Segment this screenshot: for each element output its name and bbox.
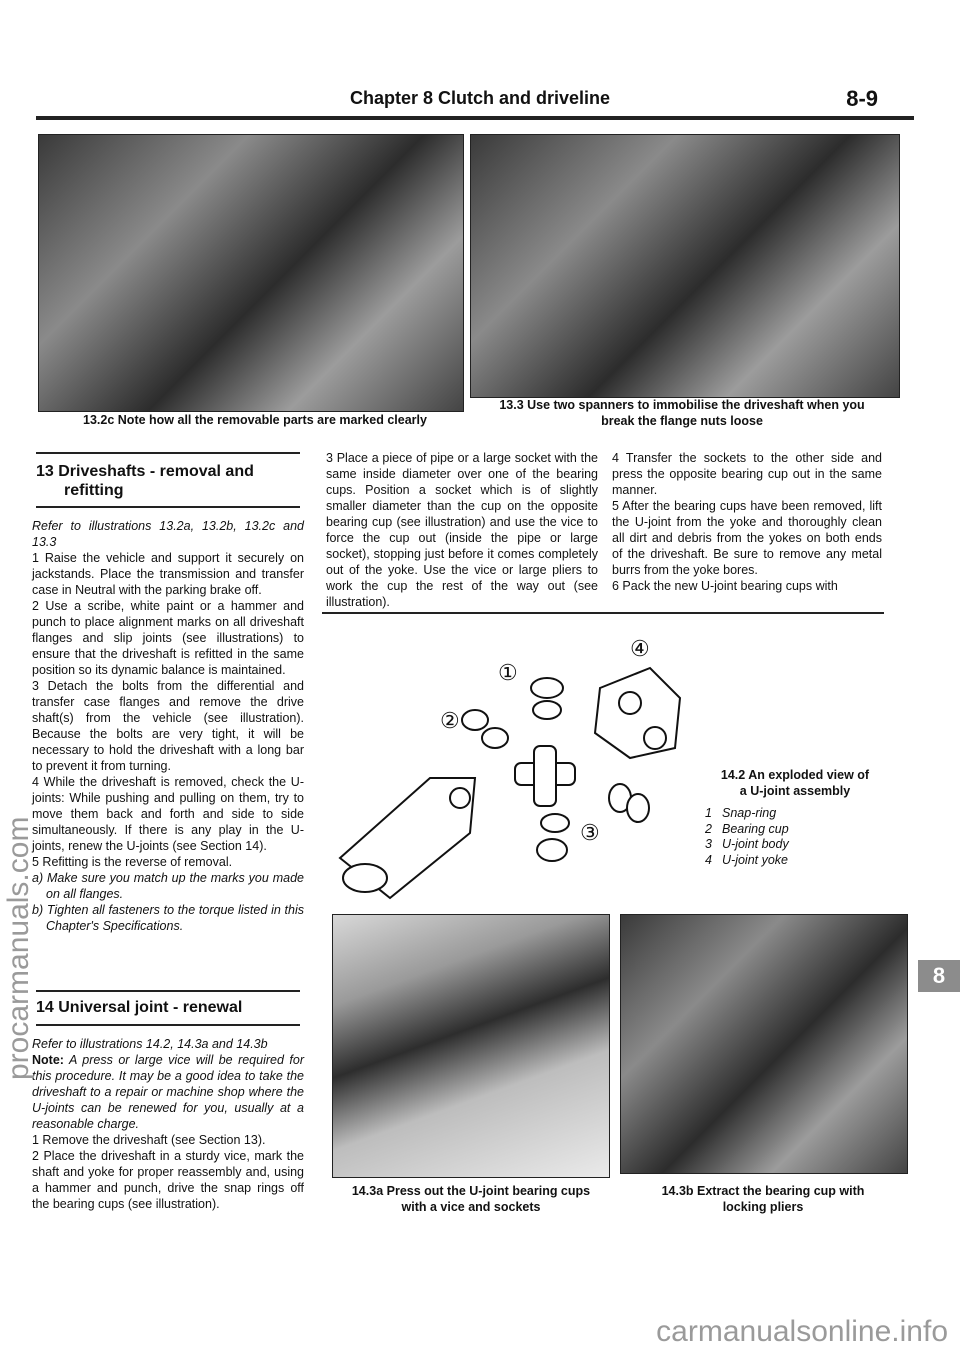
caption-14-3b-line2: locking pliers xyxy=(722,1199,804,1214)
section13-pb: b) Tighten all fasteners to the torque listed in this Chapter's Specifications. xyxy=(32,903,304,933)
yoke-bore xyxy=(450,788,470,808)
legend-row: 2 Bearing cup xyxy=(705,821,789,836)
section14-body-mid xyxy=(326,450,598,610)
caption-14-3b-line1: 14.3b Extract the bearing cup with xyxy=(661,1184,865,1198)
section14-title: 14 Universal joint - renewal xyxy=(36,999,243,1016)
caption-14-2-line2: a U-joint assembly xyxy=(739,783,851,798)
section13-refer: Refer to illustrations 13.2a, 13.2b, 13.2c and 13.3 xyxy=(32,519,304,549)
section13-title xyxy=(36,462,300,500)
photo-13-3 xyxy=(470,134,900,398)
middle-section-rule xyxy=(322,612,884,614)
callout-4: ④ xyxy=(630,637,650,662)
bottom-watermark: carmanualsonline.info xyxy=(656,1315,948,1348)
section13-bottom-rule xyxy=(36,506,300,508)
section14-top-rule xyxy=(36,990,300,992)
section13-p1: 1 Raise the vehicle and support it securely on jackstands. Place the transmission and transfer case in Neutral with the parking brake off. xyxy=(32,551,304,597)
caption-14-2 xyxy=(690,768,900,799)
page-number: 8-9 xyxy=(846,86,878,111)
callout-3: ③ xyxy=(580,821,600,846)
section14-body-left xyxy=(32,1036,304,1212)
section13-title-line2: refitting xyxy=(64,482,124,500)
legend-row: 4 U-joint yoke xyxy=(705,852,788,867)
photo-14-3b xyxy=(620,914,908,1174)
section14-p1: 1 Remove the driveshaft (see Section 13). xyxy=(32,1133,266,1147)
chapter-title: Chapter 8 Clutch and driveline xyxy=(349,88,611,108)
section13-body xyxy=(32,518,304,934)
section13-pa: a) Make sure you match up the marks you made on all flanges. xyxy=(32,871,304,901)
section14-note-label: Note: xyxy=(32,1053,64,1067)
caption-14-3a-line2: with a vice and sockets xyxy=(401,1199,541,1214)
section14-p2: 2 Place the driveshaft in a sturdy vice, mark the shaft and yoke for proper reassembly and, using a hammer and punch, drive the snap rings off the bearing cups (see illustration). xyxy=(32,1149,304,1211)
callout-2: ② xyxy=(440,709,460,734)
legend-row: 3 U-joint body xyxy=(705,837,789,852)
bearing-cup-bottom xyxy=(537,839,567,861)
section14-p5: 5 After the bearing cups have been removed, lift the U-joint from the yoke and thoroughly clean all dirt and debris from the yokes on both ends of the driveshaft. Be sure to remove any metal burrs from the yoke bores. xyxy=(612,499,882,577)
section13-top-rule xyxy=(36,452,300,454)
bearing-cup-top xyxy=(531,678,563,698)
section13-p4: 4 While the driveshaft is removed, check the U-joints: While pushing and pulling on them, try to move them back and forth and side to side simultaneously. If there is any play in the U-joints, renew the U-joints (see Section 14). xyxy=(32,775,304,853)
section14-refer: Refer to illustrations 14.2, 14.3a and 14.3b xyxy=(32,1037,268,1051)
callout-1: ① xyxy=(498,661,518,686)
header-rule xyxy=(36,116,914,120)
legend-14-2 xyxy=(690,806,890,869)
caption-13-3-line1: 13.3 Use two spanners to immobilise the driveshaft when you xyxy=(499,398,865,412)
driveshaft-tube-end xyxy=(343,864,387,892)
section14-p4: 4 Transfer the sockets to the other side and press the opposite bearing cup out in the same manner. xyxy=(612,451,882,497)
caption-14-3b xyxy=(616,1184,910,1215)
section14-p3: 3 Place a piece of pipe or a large socket with the same inside diameter over one of the bearing cups. Position a socket which is of slightly smaller diameter than the cup on the opposite bearing cup (see illustration) and use the vice to force the cup out (inside the pipe or large socket), stopping just before it comes completely out of the yoke. Use the vice or large pliers to work the cup the rest of the way out (see illustration). xyxy=(326,451,598,609)
photo-13-2c xyxy=(38,134,464,412)
legend-row: 1 Snap-ring xyxy=(705,806,777,820)
photo-14-3a xyxy=(332,914,610,1178)
caption-14-3a xyxy=(326,1184,616,1215)
section14-body-right xyxy=(612,450,882,594)
section14-note-text: A press or large vice will be required for this procedure. It may be a good idea to take the driveshaft to a repair or machine shop where the U-joints can be renewed for you, usually at a reasonable charge. xyxy=(32,1053,304,1131)
ujoint-diagram xyxy=(330,628,700,906)
section13-p3: 3 Detach the bolts from the differential and transfer case flanges and remove the drive shaft(s) from the vehicle (see illustration). Because the bolts are very tight, it will be necessary to hold the driveshaft with a long bar to prevent it from turning. xyxy=(32,679,304,773)
caption-14-3a-line1: 14.3a Press out the U-joint bearing cups xyxy=(351,1184,591,1198)
section14-bottom-rule xyxy=(36,1024,300,1026)
caption-13-2c: 13.2c Note how all the removable parts are marked clearly xyxy=(83,413,427,427)
section13-p5: 5 Refitting is the reverse of removal. xyxy=(32,855,233,869)
section13-p2: 2 Use a scribe, white paint or a hammer and punch to place alignment marks on all driveshaft flanges and slip joints (see illustrations) to ensure that the driveshaft is refitted in the same position so its dynamic balance is maintained. xyxy=(32,599,304,677)
ujoint-yoke-shape xyxy=(595,668,680,758)
chapter-tab: 8 xyxy=(918,960,960,992)
section13-title-line1: 13 Driveshafts - removal and xyxy=(36,463,254,480)
caption-13-3-line2: break the flange nuts loose xyxy=(601,413,763,428)
side-watermark: procarmanuals.com xyxy=(2,816,35,1080)
caption-13-3 xyxy=(462,398,902,429)
caption-14-2-line1: 14.2 An exploded view of xyxy=(720,768,870,782)
section14-p6: 6 Pack the new U-joint bearing cups with xyxy=(612,579,838,593)
